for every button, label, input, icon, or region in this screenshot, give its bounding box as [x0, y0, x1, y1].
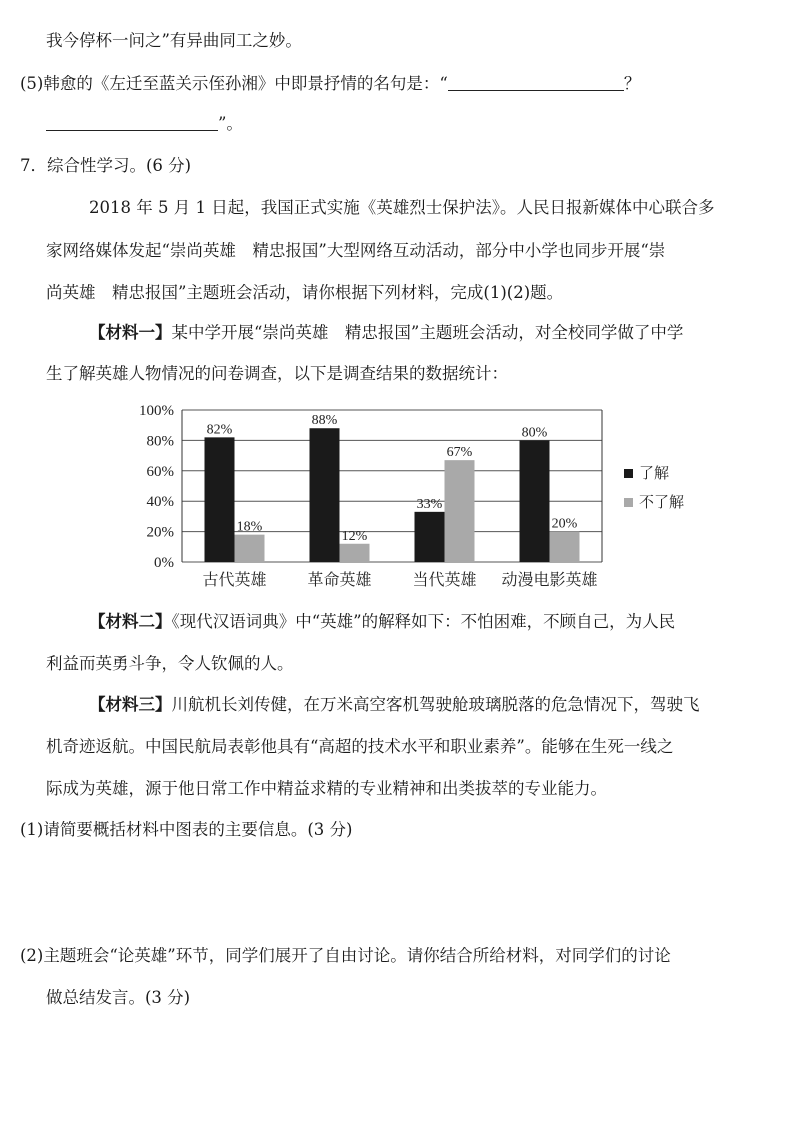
survey-bar-chart: [120, 396, 685, 596]
material-label: 【材料三】: [89, 695, 172, 714]
data-label: 18%: [236, 519, 263, 535]
material-label: 【材料二】: [89, 612, 172, 631]
question-7-title: 7．综合性学习。(6 分): [20, 156, 192, 175]
answer-area-1[interactable]: [46, 850, 766, 940]
text-line: 机奇迹返航。中国民航局表彰他具有“高超的技术水平和职业素养”。能够在生死一线之: [46, 737, 674, 756]
material-text: 某中学开展“崇尚英雄 精忠报国”主题班会活动，对全校同学做了中学: [171, 323, 684, 342]
bar-unknown: [445, 460, 475, 562]
data-label: 88%: [311, 413, 338, 429]
material-1: [89, 325, 683, 342]
data-label: 82%: [206, 422, 233, 438]
material-label: 【材料一】: [89, 323, 172, 342]
question-5: [20, 76, 640, 93]
bar-known: [310, 428, 340, 562]
data-label: 12%: [341, 528, 368, 544]
text-line: 2018 年 5 月 1 日起，我国正式实施《英雄烈士保护法》。人民日报新媒体中心联合多: [89, 198, 715, 217]
text-line: 利益而英勇斗争，令人钦佩的人。: [46, 654, 294, 673]
bars: [205, 413, 580, 562]
question-number: (5): [20, 74, 44, 93]
legend-swatch: [624, 469, 633, 478]
text-line: 家网络媒体发起“崇尚英雄 精忠报国”大型网络互动活动，部分中小学也同步开展“崇: [46, 241, 666, 260]
question-1: (1)请简要概括材料中图表的主要信息。(3 分): [20, 820, 353, 839]
bar-unknown: [340, 544, 370, 562]
legend-label: 了解: [639, 466, 670, 482]
data-label: 67%: [446, 445, 473, 461]
bar-known: [205, 437, 235, 562]
material-3: [89, 697, 700, 714]
bar-known: [520, 440, 550, 562]
text-line: 尚英雄 精忠报国”主题班会活动，请你根据下列材料，完成(1)(2)题。: [46, 283, 564, 302]
question-2-cont: 做总结发言。(3 分): [46, 988, 191, 1007]
y-tick-label: 40%: [146, 494, 174, 511]
question-5-cont: [46, 116, 243, 133]
x-axis: [202, 570, 597, 589]
bar-known: [415, 512, 445, 562]
bar-unknown: [235, 535, 265, 562]
x-tick-label: 革命英雄: [307, 572, 372, 589]
material-text: 川航机长刘传健，在万米高空客机驾驶舱玻璃脱落的危急情况下，驾驶飞: [171, 695, 700, 714]
legend: [624, 465, 684, 511]
question-2: (2)主题班会“论英雄”环节，同学们展开了自由讨论。请你结合所给材料，对同学们的讨论: [20, 946, 671, 965]
y-tick-label: 80%: [146, 433, 174, 450]
question-text: 韩愈的《左迁至蓝关示侄孙湘》中即景抒情的名句是：“: [43, 74, 448, 93]
answer-area-2[interactable]: [46, 1018, 766, 1108]
data-label: 33%: [416, 496, 443, 512]
quote-end: ”。: [218, 114, 243, 133]
text-line: 生了解英雄人物情况的问卷调查，以下是调查结果的数据统计：: [46, 364, 508, 383]
bar-unknown: [550, 532, 580, 562]
material-2: [89, 614, 675, 631]
y-tick-label: 60%: [146, 463, 174, 480]
legend-label: 不了解: [639, 495, 685, 511]
x-tick-label: 古代英雄: [202, 572, 267, 589]
answer-blank[interactable]: [46, 130, 218, 131]
text-line: 我今停杯一问之”有异曲同工之妙。: [46, 31, 302, 50]
data-label: 80%: [521, 425, 548, 441]
question-mark: ？: [623, 74, 641, 93]
material-text: 《现代汉语词典》中“英雄”的解释如下：不怕困难，不顾自己，为人民: [171, 612, 676, 631]
answer-blank[interactable]: [448, 90, 624, 91]
y-tick-label: 20%: [146, 524, 174, 541]
y-tick-label: 100%: [139, 403, 174, 419]
legend-swatch: [624, 498, 633, 507]
text-line: 际成为英雄，源于他日常工作中精益求精的专业精神和出类拔萃的专业能力。: [46, 779, 607, 798]
x-tick-label: 当代英雄: [412, 572, 477, 589]
data-label: 20%: [551, 516, 578, 532]
y-tick-label: 0%: [154, 555, 174, 571]
x-tick-label: 动漫电影英雄: [501, 572, 598, 589]
